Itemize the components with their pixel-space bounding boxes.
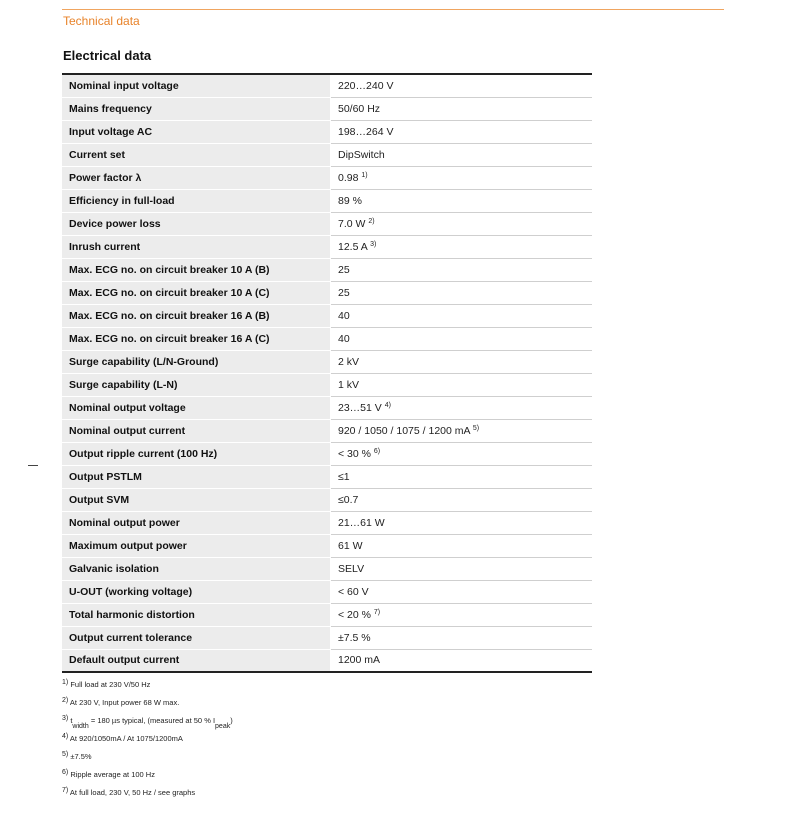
table-row	[62, 350, 592, 373]
section-label: Technical data	[63, 14, 140, 28]
row-label: Total harmonic distortion	[62, 603, 331, 626]
row-label: Output SVM	[62, 488, 331, 511]
footnote-subscript: peak	[215, 723, 231, 730]
footnote-mark: 1)	[62, 679, 69, 686]
row-value-cell	[331, 442, 593, 465]
footnote-2	[62, 695, 233, 713]
row-value: 920 / 1050 / 1075 / 1200 mA	[338, 424, 470, 437]
row-label: Input voltage AC	[62, 120, 331, 143]
table-row	[62, 580, 592, 603]
footnote-text: Ripple average at 100 Hz	[70, 770, 155, 779]
row-value: 25	[338, 263, 350, 276]
footnote-ref: 2)	[368, 217, 375, 225]
row-label: Nominal output power	[62, 511, 331, 534]
row-value: 40	[338, 309, 350, 322]
table-row	[62, 626, 592, 649]
footnote-mark: 7)	[62, 787, 69, 794]
row-value-cell	[331, 649, 593, 672]
page-title: Electrical data	[63, 48, 152, 63]
footnote-6	[62, 767, 233, 785]
row-value-cell	[331, 304, 593, 327]
table-row	[62, 465, 592, 488]
footnote-ref: 4)	[384, 401, 391, 409]
row-value: 220…240 V	[338, 79, 394, 92]
footnote-ref: 6)	[373, 447, 381, 455]
footnote-symbol: t	[70, 716, 73, 725]
row-label: Output ripple current (100 Hz)	[62, 442, 331, 465]
row-value: 12.5 A	[338, 240, 368, 253]
row-value-cell	[331, 281, 593, 304]
row-value: 50/60 Hz	[338, 102, 381, 115]
row-label: Nominal output voltage	[62, 396, 331, 419]
footnote-subscript: width	[72, 723, 89, 730]
footnotes	[62, 677, 233, 803]
footnote-ref: 7)	[373, 608, 381, 616]
table-row	[62, 281, 592, 304]
row-value-cell	[331, 534, 593, 557]
row-value: 1200 mA	[338, 654, 381, 667]
header-rule	[62, 9, 724, 10]
row-value: DipSwitch	[338, 148, 385, 161]
row-label: Device power loss	[62, 212, 331, 235]
table-row	[62, 442, 592, 465]
row-value-cell	[331, 396, 593, 419]
row-value-cell	[331, 74, 593, 97]
row-value-cell	[331, 557, 593, 580]
table-row	[62, 488, 592, 511]
row-value: < 60 V	[338, 585, 369, 598]
row-value-cell	[331, 373, 593, 396]
row-label: Current set	[62, 143, 331, 166]
footnote-1	[62, 677, 233, 695]
table-row	[62, 511, 592, 534]
row-value-cell	[331, 258, 593, 281]
row-label: Max. ECG no. on circuit breaker 16 A (C)	[62, 327, 331, 350]
row-value: ±7.5 %	[338, 631, 371, 644]
row-value: < 20 %	[338, 608, 371, 621]
row-value-cell	[331, 120, 593, 143]
table-row	[62, 235, 592, 258]
row-value-cell	[331, 143, 593, 166]
row-label: Mains frequency	[62, 97, 331, 120]
row-label: Max. ECG no. on circuit breaker 16 A (B)	[62, 304, 331, 327]
footnote-text: At 920/1050mA / At 1075/1200mA	[69, 734, 183, 743]
footnote-7	[62, 785, 233, 803]
row-label: Maximum output power	[62, 534, 331, 557]
row-value-cell	[331, 235, 593, 258]
row-value-cell	[331, 189, 593, 212]
row-value: 21…61 W	[338, 516, 385, 529]
table-row	[62, 419, 592, 442]
table-row	[62, 97, 592, 120]
table-row	[62, 189, 592, 212]
row-value: 40	[338, 332, 350, 345]
row-value: 25	[338, 286, 350, 299]
footnote-ref: 1)	[361, 171, 368, 179]
footnote-text: = 180 µs typical, (measured at 50 % I	[88, 716, 216, 725]
row-value: SELV	[338, 562, 365, 575]
table-row	[62, 603, 592, 626]
row-value-cell	[331, 327, 593, 350]
footnote-4	[62, 731, 233, 749]
row-value-cell	[331, 603, 593, 626]
margin-dash	[28, 465, 38, 466]
row-label: U-OUT (working voltage)	[62, 580, 331, 603]
row-value: ≤1	[338, 470, 350, 483]
row-value-cell	[331, 350, 593, 373]
row-label: Output current tolerance	[62, 626, 331, 649]
table-row	[62, 74, 592, 97]
row-value: 23…51 V	[338, 401, 382, 414]
row-label: Nominal input voltage	[62, 74, 331, 97]
row-label: Surge capability (L-N)	[62, 373, 331, 396]
row-label: Inrush current	[62, 235, 331, 258]
row-value: 89 %	[338, 194, 362, 207]
row-value: ≤0.7	[338, 493, 359, 506]
footnote-text: At full load, 230 V, 50 Hz / see graphs	[69, 788, 196, 797]
footnote-ref: 3)	[370, 240, 377, 248]
row-value-cell	[331, 212, 593, 235]
row-value-cell	[331, 419, 593, 442]
electrical-data-table	[62, 73, 592, 673]
table-row	[62, 396, 592, 419]
table-row	[62, 120, 592, 143]
table-row	[62, 557, 592, 580]
table-row	[62, 534, 592, 557]
row-value: 7.0 W	[338, 217, 366, 230]
footnote-text: ±7.5%	[70, 752, 92, 761]
row-value: 61 W	[338, 539, 363, 552]
row-value: 1 kV	[338, 378, 360, 391]
table-row	[62, 649, 592, 672]
row-value: 0.98	[338, 171, 359, 184]
table-row	[62, 304, 592, 327]
table-row	[62, 373, 592, 396]
row-value: 198…264 V	[338, 125, 394, 138]
row-label: Galvanic isolation	[62, 557, 331, 580]
table-row	[62, 143, 592, 166]
footnote-mark: 5)	[62, 751, 69, 758]
row-label: Surge capability (L/N-Ground)	[62, 350, 331, 373]
footnote-text: Full load at 230 V/50 Hz	[70, 680, 151, 689]
footnote-5	[62, 749, 233, 767]
row-value-cell	[331, 511, 593, 534]
row-label: Efficiency in full-load	[62, 189, 331, 212]
footnote-mark: 6)	[62, 769, 69, 776]
footnote-text: )	[230, 716, 233, 725]
footnote-3	[62, 713, 233, 731]
footnote-ref: 5)	[472, 424, 480, 432]
table-row	[62, 327, 592, 350]
row-value: 2 kV	[338, 355, 360, 368]
row-value-cell	[331, 166, 593, 189]
footnote-mark: 4)	[62, 733, 69, 740]
table-row	[62, 212, 592, 235]
table-row	[62, 258, 592, 281]
row-value-cell	[331, 488, 593, 511]
row-label: Output PSTLM	[62, 465, 331, 488]
footnote-text: At 230 V, Input power 68 W max.	[69, 698, 180, 707]
row-label: Max. ECG no. on circuit breaker 10 A (B)	[62, 258, 331, 281]
footnote-mark: 2)	[62, 697, 69, 704]
row-value-cell	[331, 580, 593, 603]
row-value-cell	[331, 97, 593, 120]
row-value-cell	[331, 465, 593, 488]
table-row	[62, 166, 592, 189]
row-label: Nominal output current	[62, 419, 331, 442]
footnote-mark: 3)	[62, 715, 69, 722]
row-label: Max. ECG no. on circuit breaker 10 A (C)	[62, 281, 331, 304]
row-value: < 30 %	[338, 447, 371, 460]
row-label: Power factor λ	[62, 166, 331, 189]
row-value-cell	[331, 626, 593, 649]
row-label: Default output current	[62, 649, 331, 672]
table-body	[62, 74, 592, 672]
